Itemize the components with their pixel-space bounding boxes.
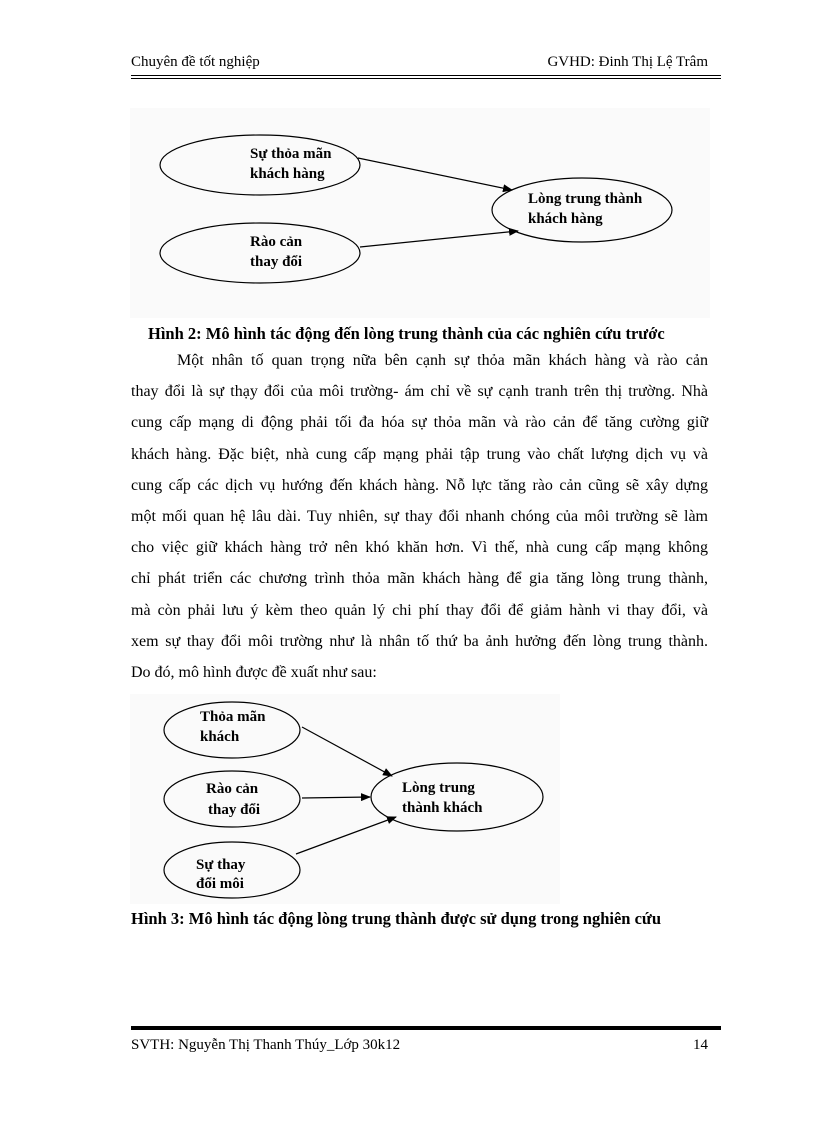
node-satisfaction-line1: Sự thỏa mãn xyxy=(250,146,332,162)
page-number: 14 xyxy=(693,1037,708,1053)
node-environment-line2: đổi môi xyxy=(196,876,244,892)
page-header xyxy=(131,52,708,72)
paragraph-line: Do đó, mô hình được đề xuất như sau: xyxy=(131,664,377,682)
node-barrier-line2: thay đổi xyxy=(208,802,261,818)
body-paragraph xyxy=(131,345,708,688)
page-footer xyxy=(131,1034,708,1056)
node-satisfaction-ellipse xyxy=(160,135,360,195)
node-barrier-line2: thay đổi xyxy=(250,254,303,270)
paragraph-line: chỉ phát triển các chương trình thỏa mãn khách hàng để gia tăng lòng trung thành, xyxy=(131,570,708,588)
node-satisfaction-line2: khách hàng xyxy=(250,166,325,182)
header-advisor: GVHD: Đinh Thị Lệ Trâm xyxy=(547,54,708,70)
paragraph-line: Một nhân tố quan trọng nữa bên cạnh sự thỏa mãn khách hàng và rào cản xyxy=(177,352,708,369)
arrow-environment-to-loyalty xyxy=(296,817,396,854)
node-loyalty-ellipse xyxy=(492,178,672,242)
node-barrier-ellipse xyxy=(160,223,360,283)
footer-student-info: SVTH: Nguyễn Thị Thanh Thúy_Lớp 30k12 xyxy=(131,1037,401,1053)
paragraph-line: xem sự thay đổi môi trường như là nhân tố thứ ba ảnh hưởng đến lòng trung thành. xyxy=(131,632,708,650)
node-satisfaction-line1: Thỏa mãn xyxy=(200,709,266,725)
node-barrier-line1: Rào cản xyxy=(250,234,303,250)
arrow-barrier-to-loyalty xyxy=(302,797,370,798)
paragraph-line: khách hàng. Đặc biệt, nhà cung cấp mạng phải tập trung vào chất lượng dịch vụ và xyxy=(131,445,708,463)
node-loyalty-line1: Lòng trung thành xyxy=(528,191,643,207)
figure-2-diagram xyxy=(130,108,710,318)
node-loyalty-ellipse xyxy=(371,763,543,831)
figure-3-caption: Hình 3: Mô hình tác động lòng trung thành được sử dụng trong nghiên cứu xyxy=(131,909,662,928)
arrow-barrier-to-loyalty xyxy=(360,231,518,247)
paragraph-line: cho việc giữ khách hàng trở nên khó khăn hơn. Vì thế, nhà cung cấp mạng không xyxy=(131,539,708,557)
paragraph-line: cung cấp các dịch vụ hướng đến khách hàng. Nỗ lực tăng rào cản cũng sẽ xây dựng xyxy=(131,476,708,494)
arrow-satisfaction-to-loyalty xyxy=(302,727,392,776)
footer-divider xyxy=(131,1026,721,1030)
node-environment-line1: Sự thay xyxy=(196,857,246,873)
node-barrier-ellipse xyxy=(164,771,300,827)
paragraph-line: thay đổi là sự thạy đổi của môi trường- ám chỉ về sự cạnh tranh trên thị trường. Nhà xyxy=(131,383,708,401)
header-divider xyxy=(131,75,721,76)
figure-2-caption: Hình 2: Mô hình tác động đến lòng trung thành của các nghiên cứu trước xyxy=(148,324,665,343)
node-loyalty-line2: thành khách xyxy=(402,800,483,816)
figure-3-diagram xyxy=(130,694,560,904)
paragraph-line: cung cấp mạng di động phải tối đa hóa sự thỏa mãn và rào cản để tăng cường giữ xyxy=(131,414,708,432)
paragraph-line: một mối quan hệ lâu dài. Tuy nhiên, sự thay đổi nhanh chóng của môi trường sẽ làm xyxy=(131,508,708,526)
node-barrier-line1: Rào cản xyxy=(206,781,259,797)
paragraph-line: mà còn phải lưu ý kèm theo quản lý chi phí thay đổi để giảm hành vi thay đổi, và xyxy=(131,601,708,619)
header-document-title: Chuyên đề tốt nghiệp xyxy=(131,54,260,70)
node-loyalty-line1: Lòng trung xyxy=(402,780,475,796)
node-satisfaction-line2: khách xyxy=(200,729,240,745)
arrow-satisfaction-to-loyalty xyxy=(358,158,512,190)
node-loyalty-line2: khách hàng xyxy=(528,211,603,227)
